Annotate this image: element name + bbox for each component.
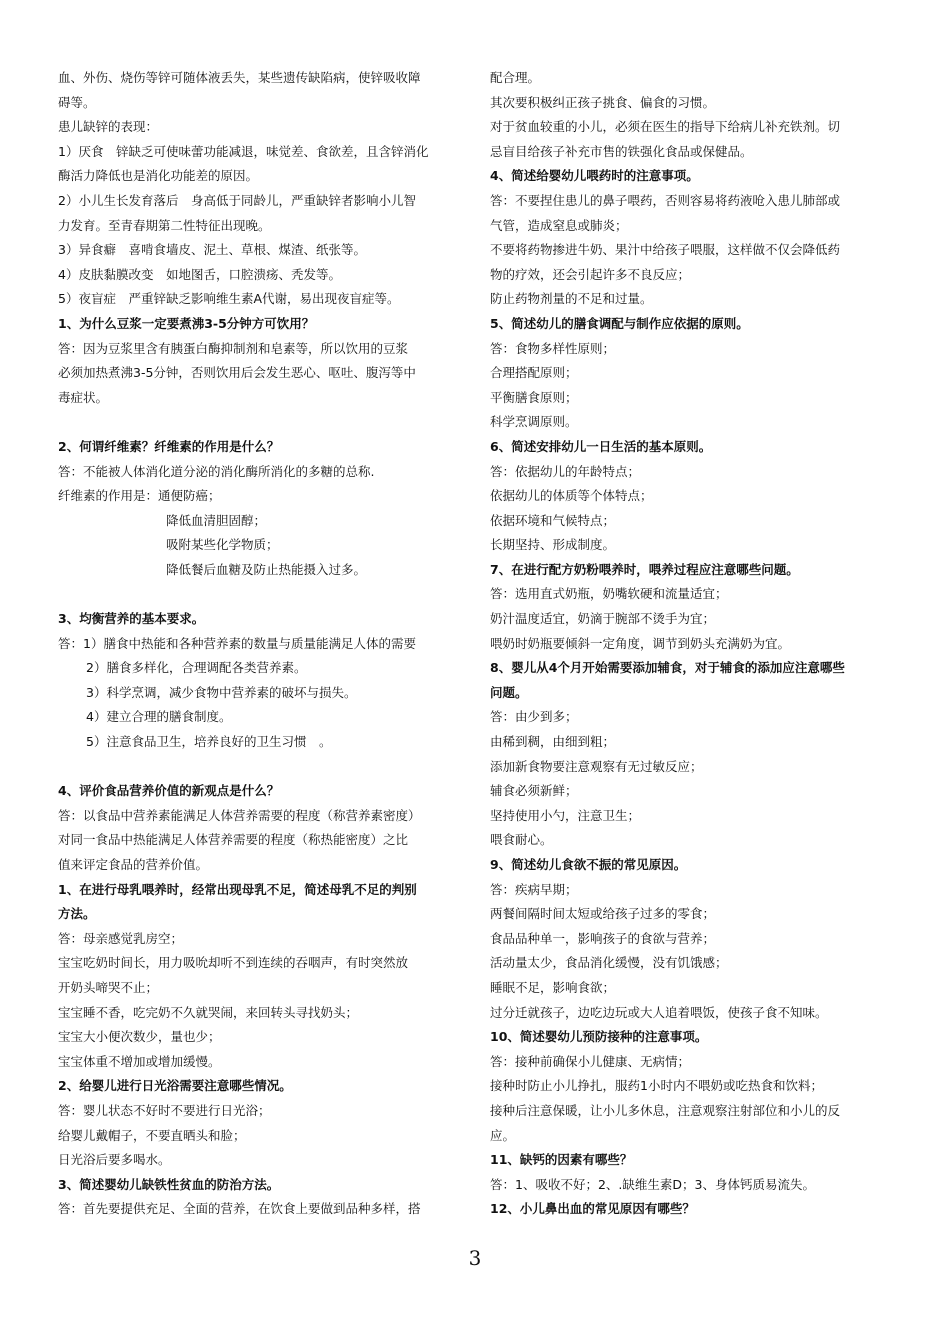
question-heading: 3、简述婴幼儿缺铁性贫血的防治方法。 [58, 1176, 280, 1192]
text-line: 物的疗效，还会引起许多不良反应； [490, 266, 691, 282]
text-line: 坚持使用小勺，注意卫生； [490, 807, 641, 823]
text-line: 纤维素的作用是：通便防癌； [58, 488, 221, 504]
text-line: 过分迁就孩子，边吃边玩或大人追着喂饭，使孩子食不知味。 [490, 1004, 828, 1020]
text-line: 酶活力降低也是消化功能差的原因。 [58, 168, 259, 184]
text-line: 奶汁温度适宜，奶滴于腕部不烫手为宜； [490, 611, 716, 627]
text-line: 5）夜盲症 严重锌缺乏影响维生素A代谢，易出现夜盲症等。 [58, 291, 400, 307]
text-line: 喂食耐心。 [490, 832, 553, 848]
text-line: 配合理。 [490, 70, 541, 85]
left-column [58, 66, 463, 1222]
question-heading: 4、评价食品营养价值的新观点是什么？ [58, 783, 280, 799]
text-line: 答：依据幼儿的年龄特点； [490, 463, 641, 479]
text-line: 宝宝大小便次数少，量也少； [58, 1029, 221, 1045]
text-line: 接种后注意保暖，让小儿多休息，注意观察注射部位和小儿的反 [490, 1102, 841, 1118]
text-line: 2）小儿生长发育落后 身高低于同龄儿，严重缺锌者影响小儿智 [58, 192, 416, 208]
text-line: 答：婴儿状态不好时不要进行日光浴； [58, 1102, 271, 1118]
text-line: 给婴儿戴帽子，不要直晒头和脸； [58, 1127, 246, 1143]
text-line: 宝宝吃奶时间长，用力吸吮却听不到连续的吞咽声，有时突然放 [58, 955, 409, 971]
text-line: 依据环境和气候特点； [490, 512, 616, 528]
text-line: 答：因为豆浆里含有胰蛋白酶抑制剂和皂素等，所以饮用的豆浆 [58, 340, 409, 356]
text-line: 答：由少到多； [490, 709, 578, 725]
question-heading: 5、简述幼儿的膳食调配与制作应依据的原则。 [490, 315, 749, 331]
text-line: 毒症状。 [58, 389, 109, 405]
question-heading: 问题。 [490, 684, 528, 700]
text-line: 睡眠不足，影响食欲； [490, 979, 616, 995]
text-line: 其次要积极纠正孩子挑食、偏食的习惯。 [490, 94, 716, 110]
text-line: 对同一食品中热能满足人体营养需要的程度（称热能密度）之比 [58, 832, 409, 848]
text-line: 力发育。至青春期第二性特征出现晚。 [58, 217, 271, 233]
text-line: 血、外伤、烧伤等锌可随体液丢失，某些遗传缺陷病，使锌吸收障 [58, 70, 421, 85]
text-line: 日光浴后要多喝水。 [58, 1152, 171, 1168]
question-heading: 1、在进行母乳喂养时，经常出现母乳不足，简述母乳不足的判别 [58, 881, 417, 897]
text-line: 4）建立合理的膳食制度。 [86, 709, 232, 725]
question-heading: 2、何谓纤维素？纤维素的作用是什么？ [58, 438, 280, 454]
text-line: 答：选用直式奶瓶，奶嘴软硬和流量适宜； [490, 586, 728, 602]
question-heading: 7、在进行配方奶粉喂养时，喂养过程应注意哪些问题。 [490, 561, 799, 577]
page-number: 3 [468, 1246, 482, 1270]
text-line: 答：1、吸收不好；2、.缺维生素D；3、身体钙质易流失。 [490, 1176, 815, 1192]
question-heading: 方法。 [58, 906, 96, 922]
text-line: 由稀到稠，由细到粗； [490, 734, 616, 750]
question-heading: 6、简述安排幼儿一日生活的基本原则。 [490, 438, 712, 454]
text-line: 3）异食癖 喜啃食墙皮、泥土、草根、煤渣、纸张等。 [58, 242, 366, 258]
text-line: 不要将药物掺进牛奶、果汁中给孩子喂服，这样做不仅会降低药 [490, 242, 841, 258]
question-heading: 10、简述婴幼儿预防接种的注意事项。 [490, 1029, 708, 1045]
blank-line [58, 755, 463, 780]
question-heading: 9、简述幼儿食欲不振的常见原因。 [490, 857, 687, 872]
question-heading: 1、为什么豆浆一定要煮沸3-5分钟方可饮用？ [58, 315, 315, 331]
text-line: 答：以食品中营养素能满足人体营养需要的程度（称营养素密度） [58, 807, 421, 823]
text-line: 答：首先要提供充足、全面的营养，在饮食上要做到品种多样，搭 [58, 1201, 421, 1217]
question-heading: 11、缺钙的因素有哪些？ [490, 1152, 633, 1168]
text-line: 平衡膳食原则； [490, 389, 578, 405]
text-line: 3）科学烹调，减少食物中营养素的破坏与损失。 [86, 684, 357, 700]
text-line: 辅食必须新鲜； [490, 783, 578, 799]
text-line: 答：接种前确保小儿健康、无病情； [490, 1053, 691, 1069]
text-line: 科学烹调原则。 [490, 414, 578, 430]
text-line: 患儿缺锌的表现： [58, 119, 159, 135]
text-line: 依据幼儿的体质等个体特点； [490, 488, 653, 504]
text-line: 防止药物剂量的不足和过量。 [490, 291, 653, 307]
text-line: 宝宝体重不增加或增加缓慢。 [58, 1053, 221, 1069]
text-line: 两餐间隔时间太短或给孩子过多的零食； [490, 906, 716, 922]
blank-line [58, 410, 463, 435]
text-line: 添加新食物要注意观察有无过敏反应； [490, 758, 703, 774]
text-line: 活动量太少，食品消化缓慢，没有饥饿感； [490, 955, 728, 971]
text-line: 降低餐后血糖及防止热能摄入过多。 [166, 561, 367, 577]
text-line: 答：1）膳食中热能和各种营养素的数量与质量能满足人体的需要 [58, 635, 416, 651]
text-line: 碍等。 [58, 94, 96, 110]
text-line: 接种时防止小儿挣扎，服药1小时内不喂奶或吃热食和饮料； [490, 1078, 823, 1094]
text-line: 答：母亲感觉乳房空； [58, 930, 184, 946]
text-line: 1）厌食 锌缺乏可使味蕾功能减退，味觉差、食欲差，且含锌消化 [58, 143, 429, 159]
text-line: 答：不能被人体消化道分泌的消化酶所消化的多糖的总称. [58, 463, 375, 479]
text-line: 5）注意食品卫生，培养良好的卫生习惯 。 [86, 734, 332, 750]
text-line: 应。 [490, 1127, 516, 1143]
text-line: 值来评定食品的营养价值。 [58, 857, 209, 872]
question-heading: 4、简述给婴幼儿喂药时的注意事项。 [490, 168, 699, 184]
text-line: 吸附某些化学物质； [166, 537, 279, 553]
question-heading: 2、给婴儿进行日光浴需要注意哪些情况。 [58, 1078, 292, 1094]
text-line: 气管，造成窒息或肺炎； [490, 217, 628, 233]
text-line: 必须加热煮沸3-5分钟，否则饮用后会发生恶心、呕吐、腹泻等中 [58, 365, 416, 381]
text-line: 降低血清胆固醇； [166, 512, 267, 528]
right-column [490, 66, 900, 1222]
text-line: 合理搭配原则； [490, 365, 578, 381]
text-line: 4）皮肤黏膜改变 如地图舌，口腔溃疡、秃发等。 [58, 266, 341, 282]
question-heading: 12、小儿鼻出血的常见原因有哪些？ [490, 1201, 695, 1217]
text-line: 答：不要捏住患儿的鼻子喂药，否则容易将药液呛入患儿肺部或 [490, 192, 841, 208]
blank-line [58, 582, 463, 607]
question-heading: 3、均衡营养的基本要求。 [58, 611, 205, 627]
text-line: 忌盲目给孩子补充市售的铁强化食品或保健品。 [490, 143, 753, 159]
text-line: 长期坚持、形成制度。 [490, 537, 616, 553]
text-line: 开奶头啼哭不止； [58, 979, 159, 995]
text-line: 答：食物多样性原则； [490, 340, 616, 356]
question-heading: 8、婴儿从4个月开始需要添加辅食，对于辅食的添加应注意哪些 [490, 660, 845, 676]
text-line: 2）膳食多样化，合理调配各类营养素。 [86, 660, 307, 676]
text-line: 喂奶时奶瓶要倾斜一定角度，调节到奶头充满奶为宜。 [490, 635, 791, 651]
text-line: 答：疾病早期； [490, 881, 578, 897]
text-line: 宝宝睡不香，吃完奶不久就哭闹，来回转头寻找奶头； [58, 1004, 359, 1020]
text-line: 食品品种单一，影响孩子的食欲与营养； [490, 930, 716, 946]
text-line: 对于贫血较重的小儿，必须在医生的指导下给病儿补充铁剂。切 [490, 119, 841, 135]
